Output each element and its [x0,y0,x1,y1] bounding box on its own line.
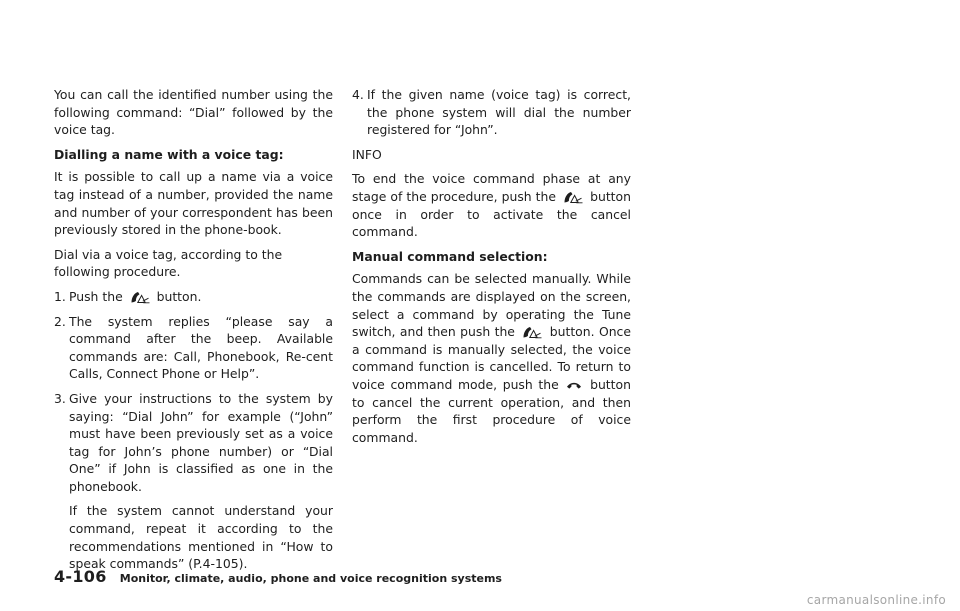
manual-selection-paragraph [352,270,631,446]
voice-talk-icon [521,325,543,339]
manual-text-before: Commands can be selected manually. While the commands are displayed on the screen, select a command by operating the Tune switch, and then push the [352,271,631,340]
watermark: carmanualsonline.info [806,593,946,607]
step-2 [54,313,333,383]
right-column [352,86,631,453]
voice-talk-icon [129,290,151,304]
info-text-before: To end the voice command phase at any stage of the procedure, push the [352,171,631,204]
manual-text-after: button to cancel the current operation, and then perform the first procedure of voice command. [352,376,631,445]
step-2-text: The system replies “please say a command after the beep. Available commands are: Call, Phonebook, Re-cent Calls, Connect Phone or Help”. [69,313,333,382]
info-label: INFO [352,146,382,162]
step-4 [352,86,631,139]
step-1-text-before: Push the [69,288,123,304]
step-4-text: If the given name (voice tag) is correct, the phone system will dial the number registered for “John”. [367,87,631,138]
step-1-text-after: button. [156,288,202,304]
intro-paragraph: You can call the identified number using the following command: “Dial” followed by the voice tag. [54,87,333,138]
voice-tag-heading: Dialling a name with a voice tag: [54,146,284,162]
left-column [54,86,333,580]
step-3-text: Give your instructions to the system by saying: “Dial John” for example (“John” must have been previously set as a voice tag for John’s phone number) or “Dial One” if John is classified as one in the phonebook. [69,390,333,494]
step-3-note: If the system cannot understand your command, repeat it according to the recommendations mentioned in “How to speak commands” (P.4-105). [69,503,333,572]
page-number: 4-106 [54,567,107,586]
voice-talk-icon [562,190,584,204]
section-title: Monitor, climate, audio, phone and voice recognition systems [119,572,502,585]
info-text-after: button once in order to activate the cancel command. [352,188,631,240]
step-1-number: 1. [54,288,66,304]
step-3 [54,390,333,573]
info-paragraph [352,170,631,240]
phone-hangup-icon [566,380,582,390]
procedure-paragraph: Dial via a voice tag, according to the following procedure. [54,246,283,280]
step-1 [54,288,333,306]
step-4-number: 4. [352,87,364,102]
manual-text-mid: button. Once a command is manually selected, the voice command function is cancelled. To return to voice command mode, push the [352,324,631,392]
step-2-number: 2. [54,313,66,329]
page-footer [54,567,502,586]
voice-tag-paragraph: It is possible to call up a name via a voice tag instead of a number, provided the name and number of your correspondent has been previously stored in the phone-book. [54,169,333,238]
step-3-number: 3. [54,390,66,406]
manual-selection-heading: Manual command selection: [352,248,548,264]
